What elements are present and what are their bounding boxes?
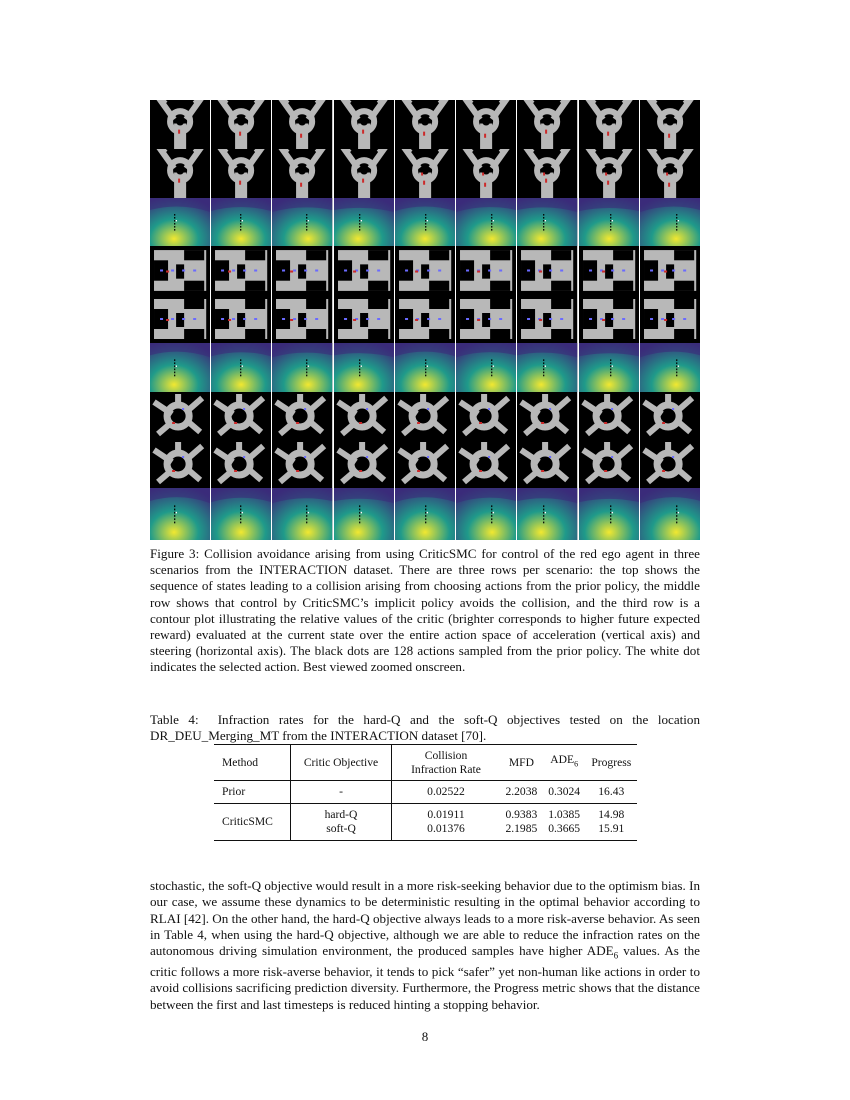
cell-method: CriticSMC — [214, 804, 291, 841]
contour-plot — [272, 343, 333, 392]
header-collision-line1: Collision — [424, 748, 468, 762]
page-number: 8 — [421, 1029, 429, 1044]
scenario-frame-row — [150, 149, 700, 198]
cell-mfd: 0.9383 — [505, 808, 538, 821]
scenario-frame-row — [150, 440, 700, 488]
scenario-frame — [579, 392, 640, 440]
table-caption — [150, 712, 700, 744]
scenario-frame — [640, 392, 700, 440]
scenario-frame — [211, 149, 272, 198]
body-text-sub: 6 — [613, 950, 619, 961]
cell-progress: 14.98 — [598, 808, 625, 821]
cell-objective: hard-Q — [291, 804, 392, 823]
figure-caption-text: Collision avoidance arising from using CriticSMC for control of the red ego agent in three scenarios from the INTERACTION dataset. There are three rows per scenario: the top shows the sequence of states leading to a collision arising from choosing actions from the prior policy, the middle row shows that control by CriticSMC’s implicit policy avoids the collision, and the third row is a contour plot illustrating the relative values of the critic (brighter corresponds to higher future expected reward) evaluated at the current state over the entire action space of acceleration (vertical axis) and steering (horizontal axis). The black dots are 128 actions sampled from the prior policy. The white dot indicates the selected action. Best viewed zoomed onscreen. — [150, 546, 700, 675]
body-text-part1: stochastic, the soft-Q objective would result in a more risk-seeking behavior due to the optimism bias. In our case, we assume these dynamics to be deterministic resulting in the optimal behavior according to RLAI [42]. On the other hand, the hard-Q objective always leads to a more risk-averse behavior. As seen in Table 4, when using the hard-Q objective, although we are able to reduce the infraction rates on the autonomous driving simulation environment, the produced samples have higher ADE — [150, 878, 700, 959]
figure-label: Figure 3: — [150, 546, 200, 561]
contour-plot — [579, 488, 640, 540]
scenario-frame — [640, 295, 700, 343]
contour-plot — [272, 488, 333, 540]
critic-contour-row — [150, 343, 700, 392]
scenario-frame — [334, 246, 395, 295]
contour-plot — [150, 343, 211, 392]
cell-objective: soft-Q — [291, 822, 392, 841]
scenario-frame — [272, 149, 333, 198]
contour-plot — [395, 198, 456, 246]
scenario-frame — [272, 246, 333, 295]
table-label: Table 4: — [150, 712, 199, 727]
scenario-frame — [334, 392, 395, 440]
table-4 — [214, 744, 637, 841]
critic-contour-row — [150, 198, 700, 246]
scenario-frame — [272, 392, 333, 440]
cell-method: Prior — [214, 781, 291, 804]
scenario-frame — [517, 392, 578, 440]
contour-plot — [211, 488, 272, 540]
cell-progress: 16.43 — [598, 785, 625, 798]
scenario-frame — [211, 440, 272, 488]
scenario-frame — [517, 295, 578, 343]
scenario-frame — [334, 149, 395, 198]
scenario-frame — [579, 149, 640, 198]
figure-3 — [150, 100, 700, 540]
scenario-frame — [211, 295, 272, 343]
critic-contour-row — [150, 488, 700, 540]
scenario-frame — [395, 440, 456, 488]
scenario-frame — [211, 246, 272, 295]
table-caption-text: Infraction rates for the hard-Q and the soft-Q objectives tested on the location DR_DEU_Merging_MT from the INTERACTION dataset [70]. — [150, 712, 701, 744]
contour-plot — [272, 198, 333, 246]
header-ade — [543, 745, 586, 781]
header-critic-objective: Critic Objective — [291, 745, 392, 781]
scenario-frame-row — [150, 100, 700, 149]
header-ade-sub: 6 — [574, 759, 579, 769]
figure-caption — [150, 546, 700, 676]
scenario-frame — [395, 149, 456, 198]
contour-plot — [579, 343, 640, 392]
contour-plot — [456, 488, 517, 540]
contour-plot — [211, 343, 272, 392]
scenario-frame — [640, 246, 700, 295]
scenario-frame — [334, 440, 395, 488]
scenario-frame — [456, 392, 517, 440]
contour-plot — [456, 343, 517, 392]
cell-objective: - — [291, 781, 392, 804]
scenario-frame — [640, 440, 700, 488]
body-paragraph — [150, 878, 700, 1013]
header-collision — [392, 745, 501, 781]
contour-plot — [640, 198, 700, 246]
header-ade-base: ADE — [550, 753, 575, 767]
scenario-frame — [150, 440, 211, 488]
cell-collision: 0.02522 — [427, 785, 465, 798]
scenario-frame — [517, 246, 578, 295]
scenario-frame — [579, 246, 640, 295]
scenario-frame — [517, 100, 578, 149]
scenario-frame — [211, 100, 272, 149]
header-method: Method — [214, 745, 291, 781]
scenario-frame — [640, 149, 700, 198]
table-row — [214, 781, 637, 804]
contour-plot — [334, 343, 395, 392]
cell-ade: 0.3024 — [548, 785, 581, 798]
scenario-frame — [517, 149, 578, 198]
table-row — [214, 804, 637, 823]
scenario-frame-row — [150, 246, 700, 295]
scenario-frame — [272, 100, 333, 149]
scenario-frame — [395, 392, 456, 440]
scenario-frame — [211, 392, 272, 440]
scenario-frame — [517, 440, 578, 488]
cell-collision: 0.01376 — [427, 822, 465, 835]
contour-plot — [640, 343, 700, 392]
scenario-frame — [456, 440, 517, 488]
scenario-frame-row — [150, 392, 700, 440]
scenario-frame — [334, 100, 395, 149]
scenario-frame — [150, 246, 211, 295]
contour-plot — [395, 488, 456, 540]
contour-plot — [517, 488, 578, 540]
scenario-frame — [150, 149, 211, 198]
cell-collision: 0.01911 — [427, 808, 465, 821]
contour-plot — [150, 488, 211, 540]
scenario-frame-row — [150, 295, 700, 343]
scenario-frame — [579, 100, 640, 149]
cell-mfd: 2.2038 — [505, 785, 538, 798]
body-text-part2: values. As the critic follows a more risk-averse behavior, it tends to pick “safer” yet non-human like actions in order to avoid collisions sacrificing prediction diversity. Furthermore, the Progress metric shows that the distance between the first and last timesteps is reduced hinting a stopping behavior. — [150, 943, 700, 1012]
scenario-frame — [272, 440, 333, 488]
scenario-frame — [456, 100, 517, 149]
contour-plot — [211, 198, 272, 246]
scenario-frame — [456, 149, 517, 198]
scenario-frame — [456, 295, 517, 343]
contour-plot — [517, 343, 578, 392]
cell-mfd: 2.1985 — [505, 822, 538, 835]
scenario-frame — [150, 392, 211, 440]
contour-plot — [579, 198, 640, 246]
cell-ade: 0.3665 — [548, 822, 581, 835]
scenario-frame — [150, 295, 211, 343]
contour-plot — [334, 488, 395, 540]
scenario-frame — [456, 246, 517, 295]
cell-progress: 15.91 — [598, 822, 625, 835]
contour-plot — [150, 198, 211, 246]
header-progress: Progress — [591, 755, 632, 769]
scenario-frame — [395, 100, 456, 149]
contour-plot — [640, 488, 700, 540]
scenario-frame — [395, 246, 456, 295]
cell-ade: 1.0385 — [548, 808, 581, 821]
scenario-frame — [640, 100, 700, 149]
scenario-frame — [272, 295, 333, 343]
scenario-frame — [150, 100, 211, 149]
contour-plot — [395, 343, 456, 392]
header-mfd: MFD — [508, 755, 534, 769]
scenario-frame — [334, 295, 395, 343]
contour-plot — [456, 198, 517, 246]
header-collision-line2: Infraction Rate — [411, 762, 481, 776]
scenario-frame — [395, 295, 456, 343]
contour-plot — [334, 198, 395, 246]
contour-plot — [517, 198, 578, 246]
scenario-frame — [579, 295, 640, 343]
scenario-frame — [579, 440, 640, 488]
